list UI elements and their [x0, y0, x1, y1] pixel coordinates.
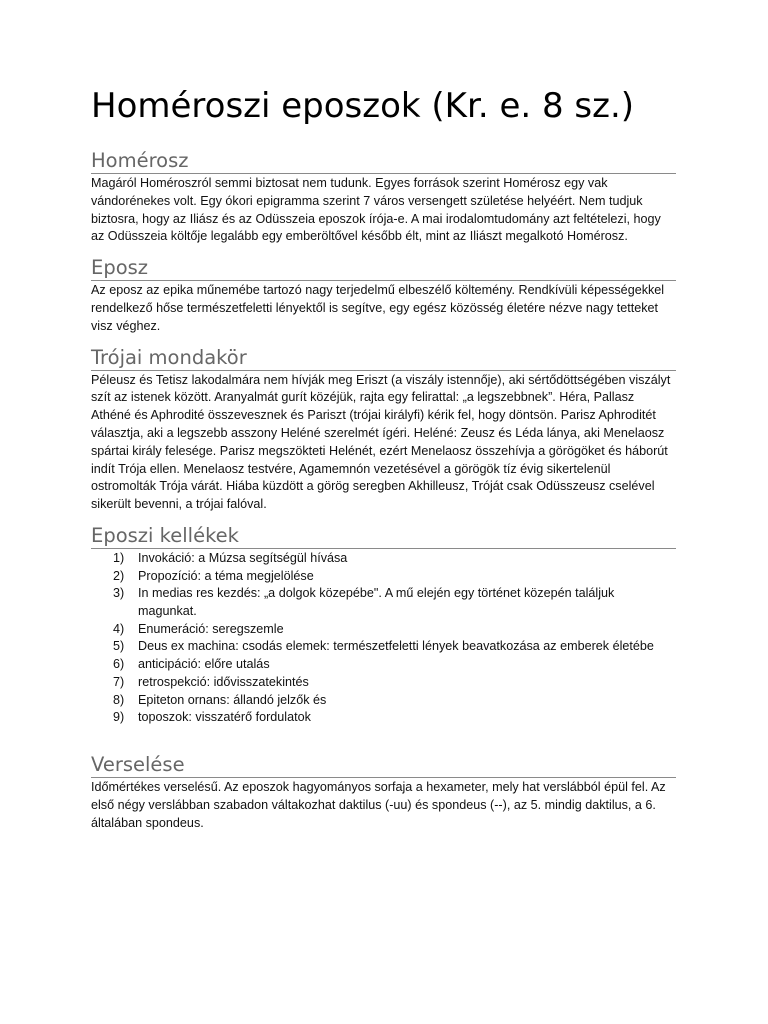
list-item-number: 3)	[113, 586, 125, 601]
list-item-text: In medias res kezdés: „a dolgok közepébe". A mű elején egy történet közepén találjuk magunkat.	[138, 586, 615, 619]
section-heading-eposz: Eposz	[91, 256, 676, 281]
list-item-number: 5)	[113, 639, 125, 654]
section-verselese	[91, 753, 676, 832]
list-item-number: 9)	[113, 710, 125, 725]
list-item-number: 7)	[113, 674, 125, 689]
list-item-text: retrospekció: idővisszatekintés	[138, 674, 309, 689]
list-item-text: Enumeráció: seregszemle	[138, 621, 284, 636]
list-item-text: Epiteton ornans: állandó jelzők és	[138, 692, 327, 707]
list-item-number: 1)	[113, 550, 125, 565]
list-item	[91, 674, 676, 692]
list-item	[91, 568, 676, 586]
list-item	[91, 621, 676, 639]
document-title: Homéroszi eposzok (Kr. e. 8 sz.)	[91, 86, 635, 126]
section-homerosz	[91, 149, 676, 246]
section-heading-eposzi-kellekek: Eposzi kellékek	[91, 524, 676, 549]
list-item-text: Propozíció: a téma megjelölése	[138, 568, 314, 583]
document-page	[91, 84, 676, 832]
list-item	[91, 656, 676, 674]
list-item-number: 2)	[113, 568, 125, 583]
list-item	[91, 550, 676, 568]
section-heading-trojai-mondakor: Trójai mondakör	[91, 346, 676, 371]
list-item	[91, 585, 676, 620]
section-text-verselese: Időmértékes verselésű. Az eposzok hagyományos sorfaja a hexameter, mely hat verslábból épül fel. Az első négy verslábban szabadon váltakozhat daktilus (-uu) és spondeus (--), az 5. mindig daktilus, a 6. általában spondeus.	[91, 779, 666, 830]
list-item	[91, 638, 676, 656]
list-item-number: 8)	[113, 692, 125, 707]
section-eposzi-kellekek	[91, 524, 676, 727]
list-item-text: toposzok: visszatérő fordulatok	[138, 710, 311, 725]
section-trojai-mondakor	[91, 346, 676, 514]
section-eposz	[91, 256, 676, 335]
list-item-number: 4)	[113, 621, 125, 636]
list-item-text: Deus ex machina: csodás elemek: természetfeletti lények beavatkozása az emberek életébe	[138, 639, 654, 654]
list-item-text: Invokáció: a Múzsa segítségül hívása	[138, 550, 348, 565]
eposzi-kellekek-list	[91, 550, 676, 727]
section-heading-homerosz: Homérosz	[91, 149, 676, 174]
section-text-homerosz: Magáról Homéroszról semmi biztosat nem tudunk. Egyes források szerint Homérosz egy vak vándorénekes volt. Egy ókori epigramma szerint 7 város versengett születése helyéért. Nem tudjuk biztosra, hogy az Iliász és az Odüsszeia eposzok írója-e. A mai irodalomtudomány azt feltételezi, hogy az Odüsszeia költője legalább egy emberöltővel később élt, mint az Iliászt megalkotó Homérosz.	[91, 176, 661, 244]
section-text-trojai-mondakor: Péleusz és Tetisz lakodalmára nem hívják meg Eriszt (a viszály istennője), aki sértődöttségében viszályt szít az istenek között. Aranyalmát gurít közéjük, rajta egy felirattal: „a legszebbnek”. Héra, Pallasz Athéné és Aphrodité összevesznek és Pariszt (trójai királyfi) kérik fel, hogy döntsön. Parisz Aphroditét választja, aki a legszebb asszony Heléné szerelmét ígéri. Heléné: Zeusz és Léda lánya, aki Menelaosz spártai király felesége. Parisz megszökteti Helénét, ezért Menelaosz összehívja a görögöket és háborút indít Trója ellen. Menelaosz testvére, Agamemnón vezetésével a görögök tíz évig sikertelenül ostromolták Trója várát. Hiába küzdött a görög seregben Akhilleusz, Tróját csak Odüsszeusz cselével sikerült bevenni, a trójai falóval.	[91, 372, 671, 512]
list-item-number: 6)	[113, 657, 125, 672]
list-item	[91, 692, 676, 710]
section-heading-verselese: Verselése	[91, 753, 676, 778]
list-item-text: anticipáció: előre utalás	[138, 657, 270, 672]
section-text-eposz: Az eposz az epika műnemébe tartozó nagy terjedelmű elbeszélő költemény. Rendkívüli képességekkel rendelkező hőse természetfeletti lényektől is segítve, egy egész közösség életére nézve nagy tetteket visz véghez.	[91, 283, 665, 333]
list-item	[91, 709, 676, 727]
